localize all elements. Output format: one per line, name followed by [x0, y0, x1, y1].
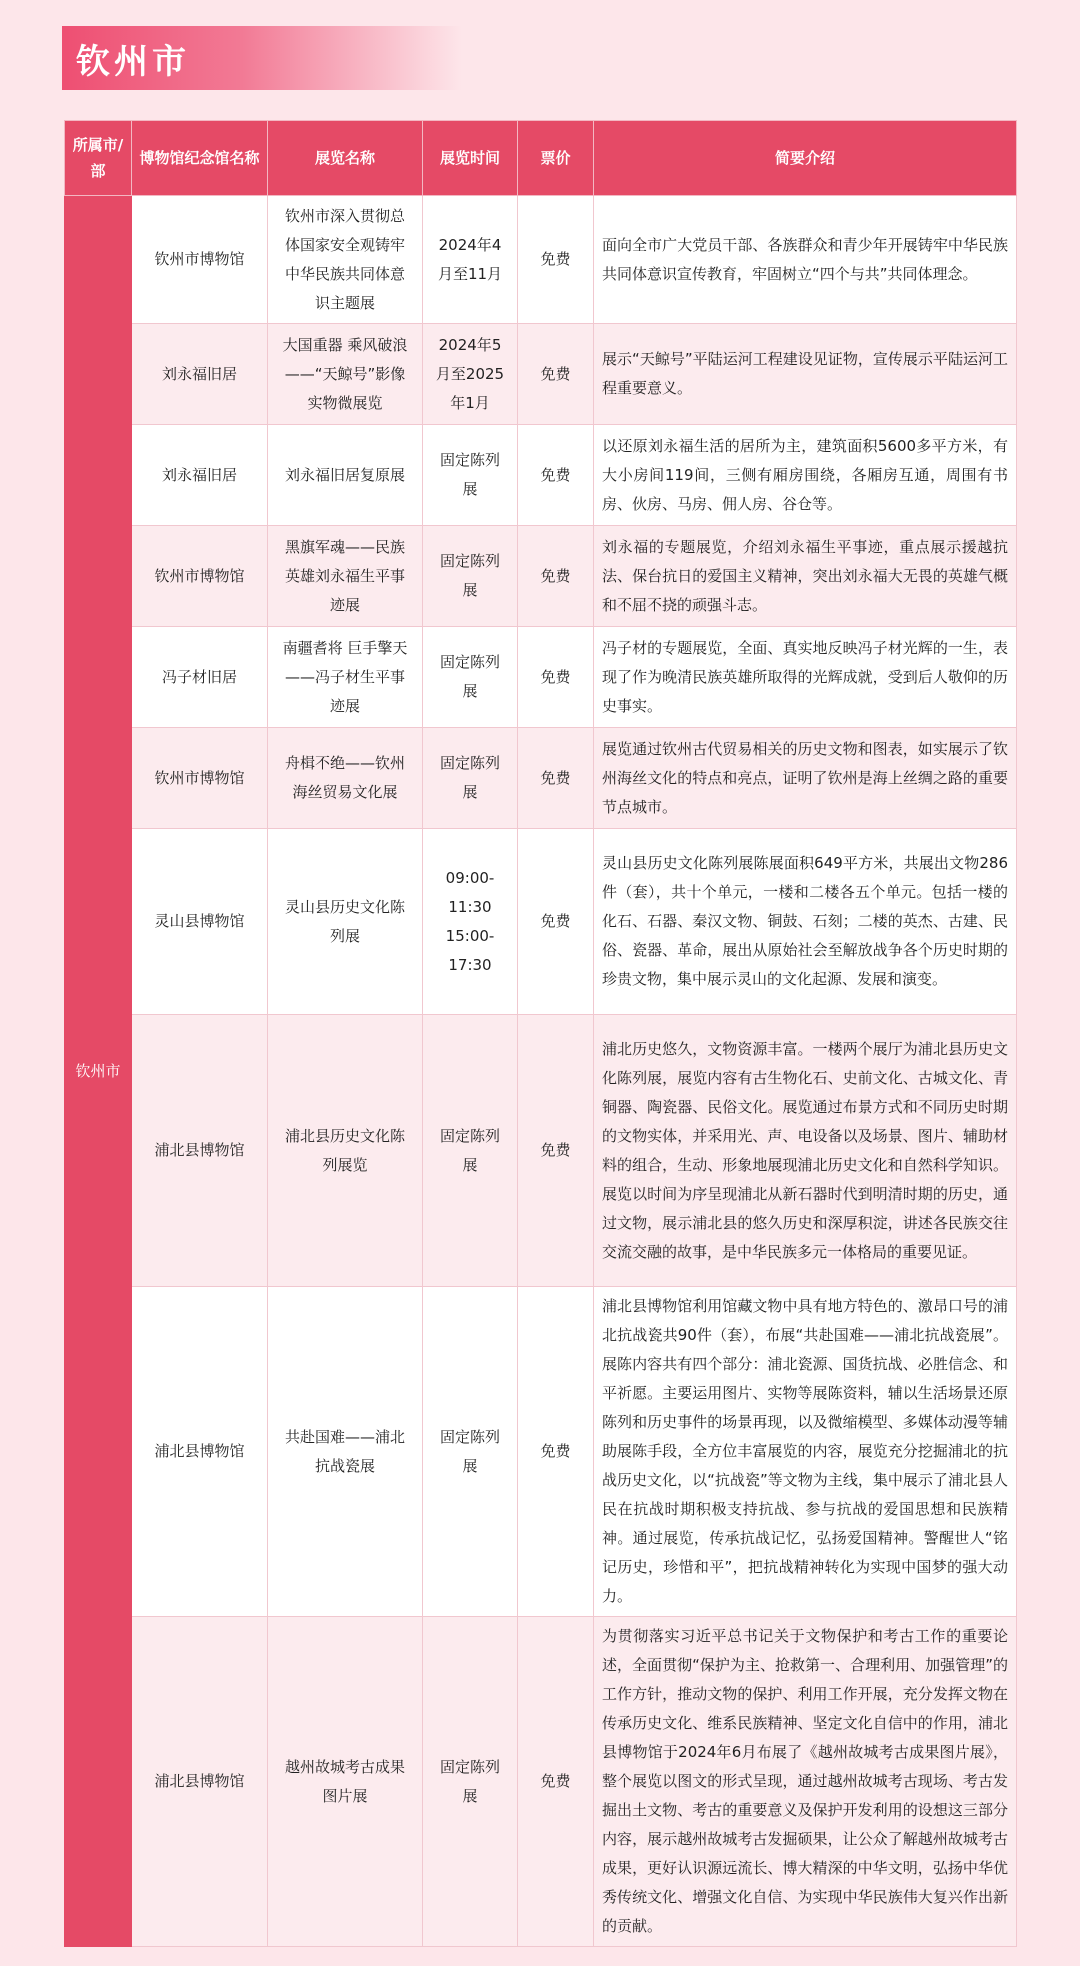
intro-text: 面向全市广大党员干部、各族群众和青少年开展铸牢中华民族共同体意识宣传教育，牢固树立“四个与共”共同体理念。 — [594, 196, 1017, 324]
exhibition-table — [64, 120, 1017, 1947]
header-intro: 简要介绍 — [594, 121, 1017, 196]
header-city: 所属市/部 — [65, 121, 132, 196]
exhibition-time: 固定陈列展 — [423, 627, 518, 728]
header-exhibition: 展览名称 — [268, 121, 423, 196]
header-time: 展览时间 — [423, 121, 518, 196]
ticket-price: 免费 — [518, 324, 594, 425]
table-row — [65, 196, 1017, 324]
table-row — [65, 1015, 1017, 1287]
museum-name: 钦州市博物馆 — [132, 196, 268, 324]
intro-text: 为贯彻落实习近平总书记关于文物保护和考古工作的重要论述，全面贯彻“保护为主、抢救第一、合理利用、加强管理”的工作方针，推动文物的保护、利用工作开展，充分发挥文物在传承历史文化、维系民族精神、坚定文化自信中的作用，浦北县博物馆于2024年6月布展了《越州故城考古成果图片展》，整个展览以图文的形式呈现，通过越州故城考古现场、考古发掘出土文物、考古的重要意义及保护开发利用的设想这三部分内容，展示越州故城考古发掘硕果，让公众了解越州故城考古成果，更好认识源远流长、博大精深的中华文明，弘扬中华优秀传统文化、增强文化自信、为实现中华民族伟大复兴作出新的贡献。 — [594, 1617, 1017, 1947]
museum-name: 刘永福旧居 — [132, 425, 268, 526]
museum-name: 钦州市博物馆 — [132, 728, 268, 829]
exhibition-name: 南疆耆将 巨手擎天——冯子材生平事迹展 — [268, 627, 423, 728]
table-row — [65, 1617, 1017, 1947]
exhibition-name: 黑旗军魂——民族英雄刘永福生平事迹展 — [268, 526, 423, 627]
title-banner — [62, 26, 462, 90]
table-row — [65, 425, 1017, 526]
exhibition-name: 越州故城考古成果图片展 — [268, 1617, 423, 1947]
exhibition-time: 2024年4月至11月 — [423, 196, 518, 324]
exhibition-name: 共赴国难——浦北抗战瓷展 — [268, 1287, 423, 1617]
table-row — [65, 1287, 1017, 1617]
intro-text: 展示“天鲸号”平陆运河工程建设见证物，宣传展示平陆运河工程重要意义。 — [594, 324, 1017, 425]
museum-name: 浦北县博物馆 — [132, 1015, 268, 1287]
intro-text: 刘永福的专题展览，介绍刘永福生平事迹，重点展示援越抗法、保台抗日的爱国主义精神，突出刘永福大无畏的英雄气概和不屈不挠的顽强斗志。 — [594, 526, 1017, 627]
museum-name: 冯子材旧居 — [132, 627, 268, 728]
ticket-price: 免费 — [518, 829, 594, 1015]
ticket-price: 免费 — [518, 1287, 594, 1617]
ticket-price: 免费 — [518, 1617, 594, 1947]
city-cell: 钦州市 — [65, 196, 132, 1947]
page-title: 钦州市 — [76, 41, 190, 82]
table-row — [65, 829, 1017, 1015]
exhibition-time: 固定陈列展 — [423, 1015, 518, 1287]
ticket-price: 免费 — [518, 425, 594, 526]
intro-text: 浦北县博物馆利用馆藏文物中具有地方特色的、激昂口号的浦北抗战瓷共90件（套），布展“共赴国难——浦北抗战瓷展”。展陈内容共有四个部分：浦北瓷源、国货抗战、必胜信念、和平祈愿。主要运用图片、实物等展陈资料，辅以生活场景还原陈列和历史事件的场景再现，以及微缩模型、多媒体动漫等辅助展陈手段，全方位丰富展览的内容，展览充分挖掘浦北的抗战历史文化，以“抗战瓷”等文物为主线，集中展示了浦北县人民在抗战时期积极支持抗战、参与抗战的爱国思想和民族精神。通过展览，传承抗战记忆，弘扬爱国精神。警醒世人“铭记历史，珍惜和平”，把抗战精神转化为实现中国梦的强大动力。 — [594, 1287, 1017, 1617]
ticket-price: 免费 — [518, 1015, 594, 1287]
exhibition-time: 固定陈列展 — [423, 425, 518, 526]
exhibition-name: 大国重器 乘风破浪——“天鲸号”影像实物微展览 — [268, 324, 423, 425]
ticket-price: 免费 — [518, 728, 594, 829]
exhibition-time: 固定陈列展 — [423, 1287, 518, 1617]
museum-name: 灵山县博物馆 — [132, 829, 268, 1015]
table-row — [65, 324, 1017, 425]
intro-text: 浦北历史悠久，文物资源丰富。一楼两个展厅为浦北县历史文化陈列展，展览内容有古生物化石、史前文化、古城文化、青铜器、陶瓷器、民俗文化。展览通过布景方式和不同历史时期的文物实体，并采用光、声、电设备以及场景、图片、辅助材料的组合，生动、形象地展现浦北历史文化和自然科学知识。展览以时间为序呈现浦北从新石器时代到明清时期的历史，通过文物，展示浦北县的悠久历史和深厚积淀，讲述各民族交往交流交融的故事，是中华民族多元一体格局的重要见证。 — [594, 1015, 1017, 1287]
table-row — [65, 627, 1017, 728]
exhibition-time: 2024年5月至2025年1月 — [423, 324, 518, 425]
exhibition-time: 09:00-11:30 15:00-17:30 — [423, 829, 518, 1015]
intro-text: 以还原刘永福生活的居所为主，建筑面积5600多平方米，有大小房间119间，三侧有厢房围绕，各厢房互通，周围有书房、伙房、马房、佣人房、谷仓等。 — [594, 425, 1017, 526]
ticket-price: 免费 — [518, 627, 594, 728]
museum-name: 浦北县博物馆 — [132, 1287, 268, 1617]
exhibition-name: 舟楫不绝——钦州海丝贸易文化展 — [268, 728, 423, 829]
intro-text: 展览通过钦州古代贸易相关的历史文物和图表，如实展示了钦州海丝文化的特点和亮点，证明了钦州是海上丝绸之路的重要节点城市。 — [594, 728, 1017, 829]
exhibition-name: 浦北县历史文化陈列展览 — [268, 1015, 423, 1287]
exhibition-time: 固定陈列展 — [423, 526, 518, 627]
exhibition-name: 刘永福旧居复原展 — [268, 425, 423, 526]
museum-name: 浦北县博物馆 — [132, 1617, 268, 1947]
table-row — [65, 526, 1017, 627]
table-row — [65, 728, 1017, 829]
museum-name: 钦州市博物馆 — [132, 526, 268, 627]
exhibition-time: 固定陈列展 — [423, 728, 518, 829]
ticket-price: 免费 — [518, 526, 594, 627]
table-header-row — [65, 121, 1017, 196]
header-museum: 博物馆纪念馆名称 — [132, 121, 268, 196]
museum-name: 刘永福旧居 — [132, 324, 268, 425]
ticket-price: 免费 — [518, 196, 594, 324]
intro-text: 冯子材的专题展览，全面、真实地反映冯子材光辉的一生，表现了作为晚清民族英雄所取得的光辉成就，受到后人敬仰的历史事实。 — [594, 627, 1017, 728]
header-price: 票价 — [518, 121, 594, 196]
exhibition-name: 钦州市深入贯彻总体国家安全观铸牢中华民族共同体意识主题展 — [268, 196, 423, 324]
exhibition-name: 灵山县历史文化陈列展 — [268, 829, 423, 1015]
intro-text: 灵山县历史文化陈列展陈展面积649平方米，共展出文物286件（套），共十个单元，一楼和二楼各五个单元。包括一楼的化石、石器、秦汉文物、铜鼓、石刻；二楼的英杰、古建、民俗、瓷器、革命，展出从原始社会至解放战争各个历史时期的珍贵文物，集中展示灵山的文化起源、发展和演变。 — [594, 829, 1017, 1015]
exhibition-time: 固定陈列展 — [423, 1617, 518, 1947]
